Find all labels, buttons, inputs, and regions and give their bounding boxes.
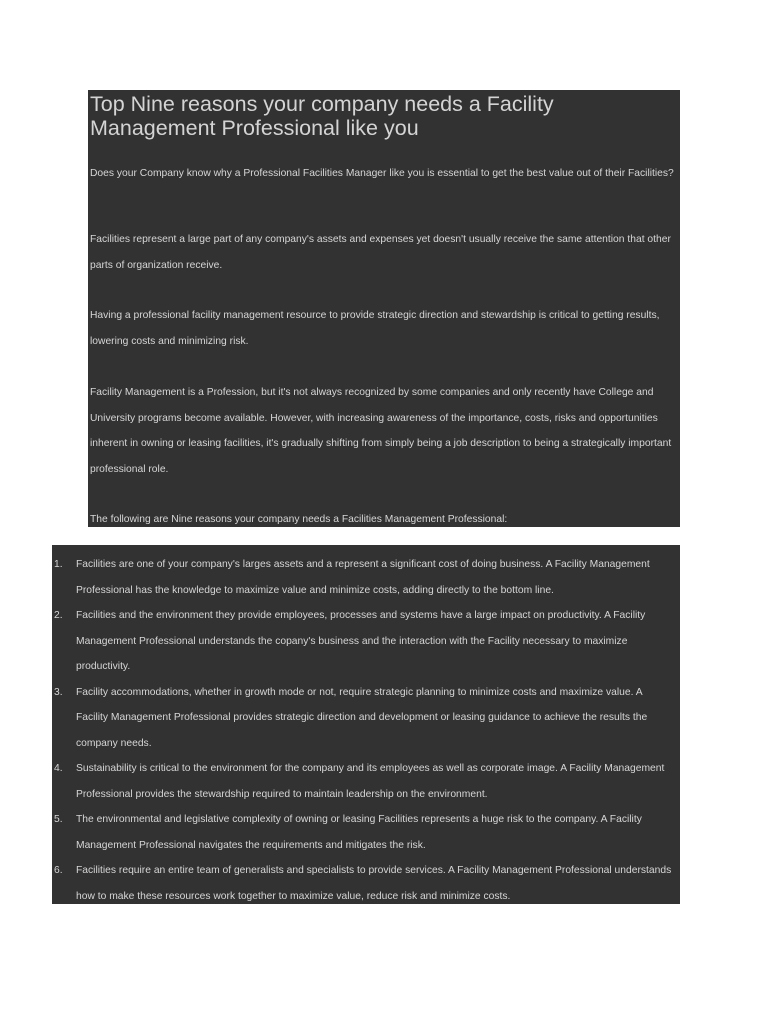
profession-paragraph: Facility Management is a Profession, but it's not always recognized by some companies and only recently have College and University programs become available. However, with increasing awareness of the importance, costs, risks and opportunities inherent in owning or leasing facilities, it's gradually shifting from simply being a job description to being a strategically important professional role. bbox=[90, 387, 672, 475]
page-title: Top Nine reasons your company needs a Facility Management Professional like you bbox=[90, 92, 554, 140]
list-item bbox=[52, 552, 676, 603]
list-number: 3. bbox=[54, 686, 63, 698]
reasons-section bbox=[52, 545, 680, 904]
list-item bbox=[52, 807, 676, 858]
intro-paragraph: Does your Company know why a Professional Facilities Manager like you is essential to get the best value out of their Facilities? bbox=[90, 168, 674, 179]
reasons-intro-paragraph: The following are Nine reasons your company needs a Facilities Management Professional: bbox=[90, 514, 508, 525]
list-item bbox=[52, 858, 676, 904]
list-number: 1. bbox=[54, 559, 63, 570]
list-item-text: Facility accommodations, whether in growth mode or not, require strategic planning to minimize costs and maximize value. A Facility Management Professional provides strategic direction and development or leasing guidance to achieve the results the company needs. bbox=[76, 686, 648, 749]
list-number: 2. bbox=[54, 610, 63, 621]
list-item-text: The environmental and legislative complexity of owning or leasing Facilities represents a huge risk to the company. A Facility Management Professional navigates the requirements and mitigates the risk. bbox=[76, 814, 642, 851]
intro-section bbox=[88, 90, 680, 527]
list-number: 4. bbox=[54, 763, 63, 774]
list-item bbox=[52, 680, 676, 757]
list-item-text: Facilities require an entire team of generalists and specialists to provide services. A Facility Management Professional understands how to make these resources work together to maximize value, reduce risk and minimize costs. bbox=[76, 865, 672, 902]
list-item bbox=[52, 603, 676, 680]
list-item-text: Facilities and the environment they provide employees, processes and systems have a large impact on productivity. A Facility Management Professional understands the copany's business and the interaction with the Facility necessary to maximize productivity. bbox=[76, 610, 646, 672]
list-item bbox=[52, 756, 676, 807]
resource-paragraph: Having a professional facility management resource to provide strategic direction and stewardship is critical to getting results, lowering costs and minimizing risk. bbox=[90, 310, 660, 347]
assets-paragraph: Facilities represent a large part of any company's assets and expenses yet doesn't usually receive the same attention that other parts of organization receive. bbox=[90, 234, 671, 271]
list-item-text: Sustainability is critical to the environment for the company and its employees as well as corporate image. A Facility Management Professional provides the stewardship required to maintain leadership on the environment. bbox=[76, 763, 665, 800]
list-item-text: Facilities are one of your company's larges assets and a represent a significant cost of doing business. A Facility Management Professional has the knowledge to maximize value and minimize costs, adding directly to the bottom line. bbox=[76, 559, 650, 596]
list-number: 6. bbox=[54, 865, 63, 876]
list-number: 5. bbox=[54, 814, 63, 825]
reasons-list bbox=[52, 552, 680, 904]
